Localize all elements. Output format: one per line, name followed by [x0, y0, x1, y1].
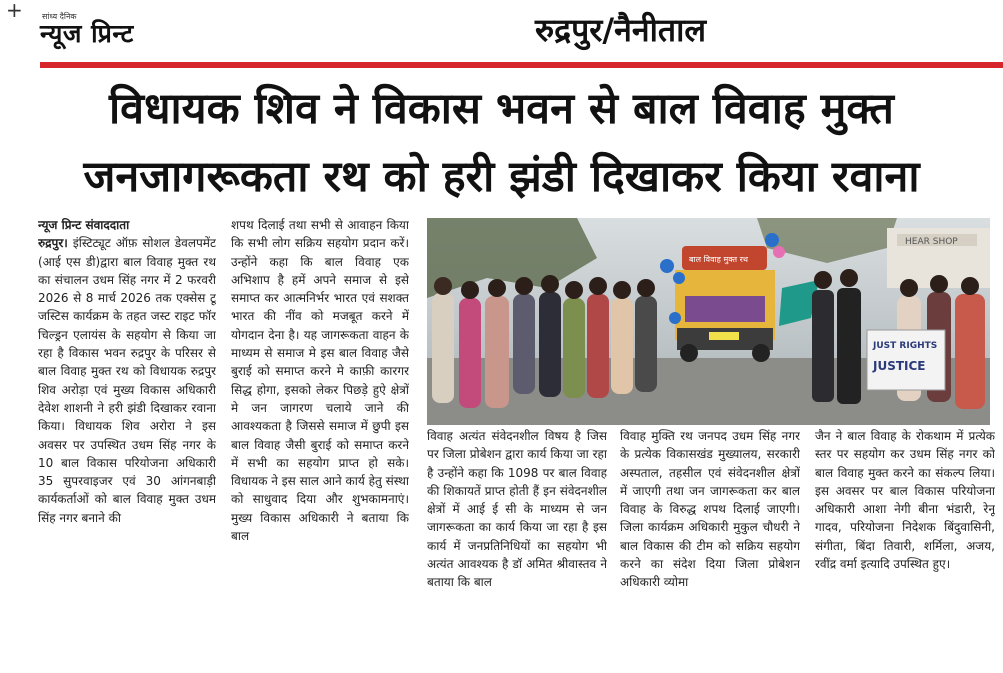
news-photo — [427, 218, 990, 425]
next-article-edge — [20, 664, 1003, 673]
column-2-text: शपथ दिलाई तथा सभी से आवाहन किया कि सभी लोग सक्रिय सहयोग प्रदान करें। उन्होंने कहा कि बाल विवाह एक अभिशाप है हमें अपने समाज से इसे समाप्त कर आत्मनिर्भर भारत एवं सशक्त भारत की नींव को मजबूत करने में योगदान देना है। यह जागरूकता वाहन के माध्यम से समाज मे इस बाल विवाह जैसे बुराई को समाप्त करने मे काफ़ी कारगर सिद्ध होगा, इसको लेकर पिछड़े हुऐ क्षेत्रों मे जन जागरण चलाये जाने की आवश्यकता है जिससे समाज में छुपी इस बाल विवाह जैसी बुराई को समाप्त करने में सभी का सहयोग प्राप्त हो सके। विधायक ने इस साल आने कार्य हेतु संस्था को साधुवाद दिया और शुभकामनाएं। मुख्य विकास अधिकारी ने बताया कि बाल — [231, 218, 409, 544]
masthead — [40, 12, 134, 47]
byline: न्यूज प्रिन्ट संवाददाता — [38, 218, 130, 232]
column-5-text: जैन ने बाल विवाह के रोकथाम में प्रत्येक स्तर पर सहयोग कर उधम सिंह नगर को बाल विवाह मुक्त करने का संकल्प लिया। इस अवसर पर बाल विकास परियोजना अधिकारी आशा नेगी बीना भंडारी, रेनू गादव, परियोजना निदेशक बिंदुवासिनी, संगीता, बिंदा तिवारी, शर्मिला, अजय, रवींद्र वर्मा इत्यादि उपस्थित हुए। — [815, 429, 995, 572]
banner-text-1: JUST RIGHTS — [873, 341, 938, 351]
article-column-1 — [38, 216, 216, 661]
article-column-3 — [427, 427, 607, 659]
column-3-text: विवाह अत्यंत संवेदनशील विषय है जिस पर जिला प्रोबेशन द्वारा कार्य किया जा रहा है उन्होंने कहा कि 1098 पर बाल विवाह की शिकायतें प्राप्त होती हैं इन संवेदनशील क्षेत्रों में आई ई सी के माध्यम से जन जागरूकता का कार्य किया जा रहा है इस कार्य में जनप्रतिनिधियों का सहयोग भी अत्यंत आवश्यक है डॉ अमित श्रीवास्तव ने बताया कि बाल — [427, 429, 607, 590]
newspaper-logo: न्यूज प्रिन्ट — [40, 19, 134, 48]
dateline: रुद्रपुर। — [38, 236, 68, 251]
column-1-text: इंस्टिट्यूट ऑफ़ सोशल डेवलपमेंट (आई एस डी)द्वारा बाल विवाह मुक्त रथ का संचालन उधम सिंह नगर में 2 फरवरी 2026 से 8 मार्च 2026 तक एक्सेस टू जस्टिस कार्यक्रम के तहत जस्ट राइट फॉर चिल्ड्रन एलायंस के सहयोग से किया जा रहा है विकास भवन रुद्रपुर के परिसर से बाल विवाह मुक्त रथ को विधायक रुद्रपुर शिव अरोड़ा एवं मुख्य विकास अधिकारी देवेश शाशनी ने हरी झंडी दिखाकर रवाना किया। विधायक शिव अरोरा ने इस अवसर पर उपस्थित उधम सिंह नगर के 10 बाल विकास परियोजना अधिकारी 35 सुपरवाइजर एवं 30 आंगनबाड़ी कार्यकर्ताओं को बाल विवाह मुक्त उधम सिंह नगर बनाने की — [38, 236, 216, 525]
article-column-5 — [815, 427, 995, 659]
banner-text-2: JUSTICE — [873, 359, 926, 373]
building-sign: HEAR SHOP — [905, 237, 958, 247]
section-title: रुद्रपुर/नैनीताल — [535, 11, 707, 49]
masthead-tagline: सांध्य दैनिक — [42, 12, 77, 21]
article-column-2 — [231, 216, 409, 661]
headline-line-2: जनजागरूकता रथ को हरी झंडी दिखाकर किया रवाना — [83, 152, 920, 202]
article-column-4 — [620, 427, 800, 659]
vehicle-sign: बाल विवाह मुक्त रथ — [689, 255, 748, 264]
registration-mark: + — [6, 0, 23, 22]
red-divider — [40, 62, 1003, 68]
column-4-text: विवाह मुक्ति रथ जनपद उधम सिंह नगर के प्रत्येक विकासखंड मुख्यालय, सरकारी अस्पताल, तहसील एवं संवेदनशील क्षेत्रों में जाएगी तथा जन जागरूकता कर बाल विवाह के विरुद्ध शपथ दिलाई जाएगी। जिला कार्यक्रम अधिकारी मुकुल चौधरी ने बाल विकास की टीम को सक्रिय सहयोग करने का संदेश दिया जिला प्रोबेशन अधिकारी व्योमा — [620, 429, 800, 590]
headline-line-1: विधायक शिव ने विकास भवन से बाल विवाह मुक्त — [109, 84, 894, 134]
photo-illustration — [427, 218, 990, 425]
